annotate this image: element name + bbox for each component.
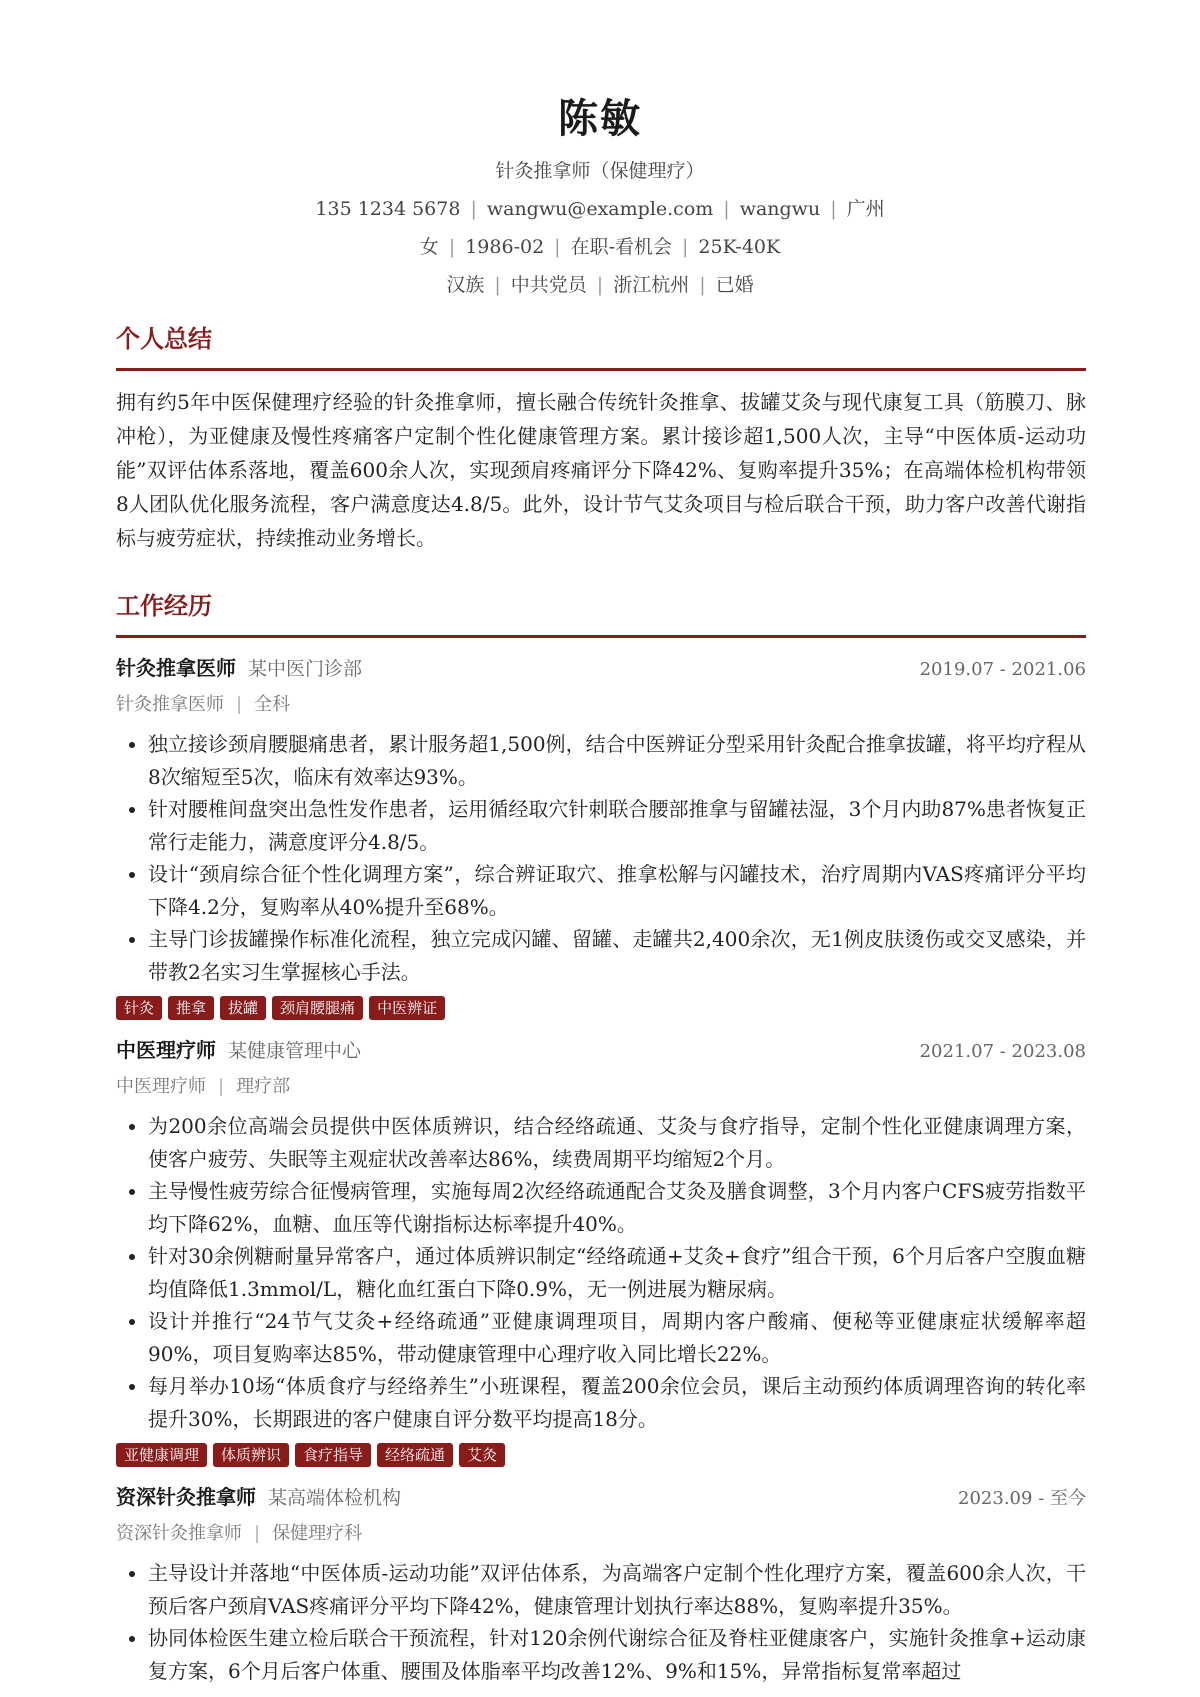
separator: | [494,274,501,296]
experience-section [116,589,1086,1687]
job-company: 某中医门诊部 [248,658,363,680]
phone: 135 1234 5678 [315,198,461,220]
job-title: 针灸推拿医师 [116,656,236,680]
job-company: 某高端体检机构 [268,1487,402,1509]
marital-status: 已婚 [715,274,754,296]
job-status: 在职-看机会 [570,236,672,258]
email[interactable]: wangwu@example.com [486,198,714,220]
skill-tag: 亚健康调理 [116,1443,207,1467]
job-entry [116,1481,1086,1687]
job-date: 2019.07 - 2021.06 [919,659,1086,680]
bullet-item: • 每月举办10场“体质食疗与经络养生”小班课程，覆盖200余位会员，课后主动预约体质调理咨询的转化率提升30%，长期跟进的客户健康自评分数平均提高18分。 [148,1370,1086,1435]
skill-tag: 经络疏通 [377,1443,453,1467]
job-header [116,1481,1086,1515]
summary-section [116,322,1086,555]
gender: 女 [419,236,439,258]
separator: | [236,694,243,715]
job-bullets [116,728,1086,988]
skill-tag: 颈肩腰腿痛 [272,996,363,1020]
personal-line [0,272,1200,298]
job-subline [116,1072,1086,1102]
job-company: 某健康管理中心 [228,1040,362,1062]
separator: | [254,1523,261,1544]
bullet-item: • 设计“颈肩综合征个性化调理方案”，综合辨证取穴、推拿松解与闪罐技术，治疗周期内VAS疼痛评分平均下降4.2分，复购率从40%提升至68%。 [148,858,1086,923]
job-role: 资深针灸推拿师 [116,1523,242,1544]
job-subline [116,1519,1086,1549]
skill-tag: 艾灸 [459,1443,505,1467]
bullet-item: • 设计并推行“24节气艾灸+经络疏通”亚健康调理项目，周期内客户酸痛、便秘等亚健康症状缓解率超90%，项目复购率达85%，带动健康管理中心理疗收入同比增长22%。 [148,1305,1086,1370]
separator: | [470,198,477,220]
separator: | [596,274,604,296]
contact-line [0,196,1200,222]
bullet-item: • 针对30余例糖耐量异常客户，通过体质辨识制定“经络疏通+艾灸+食疗”组合干预，6个月后客户空腹血糖均值降低1.3mmol/L，糖化血红蛋白下降0.9%，无一例进展为糖尿病。 [148,1240,1086,1305]
skill-tag: 针灸 [116,996,162,1020]
separator: | [554,236,561,258]
skill-tags [116,996,1086,1020]
job-role: 中医理疗师 [116,1076,206,1097]
job-entry [116,652,1086,1020]
job-date: 2023.09 - 至今 [958,1488,1086,1509]
section-title-experience: 工作经历 [116,589,1086,638]
skill-tag: 体质辨识 [213,1443,289,1467]
separator: | [218,1076,225,1097]
skill-tag: 拔罐 [220,996,266,1020]
basics-line [0,234,1200,260]
job-dept: 全科 [254,694,291,715]
separator: | [448,236,456,258]
skill-tag: 推拿 [168,996,214,1020]
bullet-item: • 协同体检医生建立检后联合干预流程，针对120余例代谢综合征及脊柱亚健康客户，实施针灸推拿+运动康复方案，6个月后客户体重、腰围及体脂率平均改善12%、9%和15%，异常指标复常率超过 [148,1622,1086,1687]
ethnicity: 汉族 [446,274,485,296]
job-dept: 理疗部 [236,1076,291,1097]
separator: | [830,198,837,220]
summary-text: 拥有约5年中医保健理疗经验的针灸推拿师，擅长融合传统针灸推拿、拔罐艾灸与现代康复工具（筋膜刀、脉冲枪），为亚健康及慢性疼痛客户定制个性化健康管理方案。累计接诊超1,500人次，主导“中医体质-运动功能”双评估体系落地，覆盖600余人次，实现颈肩疼痛评分下降42%、复购率提升35%；在高端体检机构带领8人团队优化服务流程，客户满意度达4.8/5。此外，设计节气艾灸项目与检后联合干预，助力客户改善代谢指标与疲劳症状，持续推动业务增长。 [116,390,1086,550]
job-bullets [116,1557,1086,1687]
hometown: 浙江杭州 [613,274,690,296]
job-header [116,1034,1086,1068]
skill-tag: 中医辨证 [369,996,445,1020]
skill-tags [116,1443,1086,1467]
skill-tag: 食疗指导 [295,1443,371,1467]
bullet-item: • 主导慢性疲劳综合征慢病管理，实施每周2次经络疏通配合艾灸及膳食调整，3个月内客户CFS疲劳指数平均下降62%，血糖、血压等代谢指标达标率提升40%。 [148,1175,1086,1240]
job-title: 中医理疗师 [116,1038,216,1062]
job-entry [116,1034,1086,1467]
job-dept: 保健理疗科 [272,1523,363,1544]
job-header [116,652,1086,686]
candidate-subtitle: 针灸推拿师（保健理疗） [495,160,705,182]
resume-header [0,0,1200,298]
job-title: 资深针灸推拿师 [116,1485,256,1509]
bullet-item: • 独立接诊颈肩腰腿痛患者，累计服务超1,500例，结合中医辨证分型采用针灸配合推拿拔罐，将平均疗程从8次缩短至5次，临床有效率达93%。 [148,728,1086,793]
job-date: 2021.07 - 2023.08 [919,1041,1086,1062]
job-subline [116,690,1086,720]
separator: | [682,236,689,258]
political-status: 中共党员 [510,274,587,296]
city: 广州 [846,198,885,220]
bullet-item: • 为200余位高端会员提供中医体质辨识，结合经络疏通、艾灸与食疗指导，定制个性化亚健康调理方案，使客户疲劳、失眠等主观症状改善率达86%，续费周期平均缩短2个月。 [148,1110,1086,1175]
candidate-name: 陈敏 [558,95,642,142]
bullet-item: • 针对腰椎间盘突出急性发作患者，运用循经取穴针刺联合腰部推拿与留罐祛湿，3个月内助87%患者恢复正常行走能力，满意度评分4.8/5。 [148,793,1086,858]
bullet-item: • 主导门诊拔罐操作标准化流程，独立完成闪罐、留罐、走罐共2,400余次，无1例皮肤烫伤或交叉感染，并带教2名实习生掌握核心手法。 [148,923,1086,988]
section-title-summary: 个人总结 [116,322,1086,371]
bullet-item: • 主导设计并落地“中医体质-运动功能”双评估体系，为高端客户定制个性化理疗方案，覆盖600余人次，干预后客户颈肩VAS疼痛评分平均下降42%，健康管理计划执行率达88%，复购率提升35%。 [148,1557,1086,1622]
separator: | [699,274,706,296]
separator: | [723,198,730,220]
salary-expectation: 25K-40K [698,236,781,258]
wechat: wangwu [739,198,821,220]
job-bullets [116,1110,1086,1435]
birth-date: 1986-02 [465,236,545,258]
job-role: 针灸推拿医师 [116,694,224,715]
